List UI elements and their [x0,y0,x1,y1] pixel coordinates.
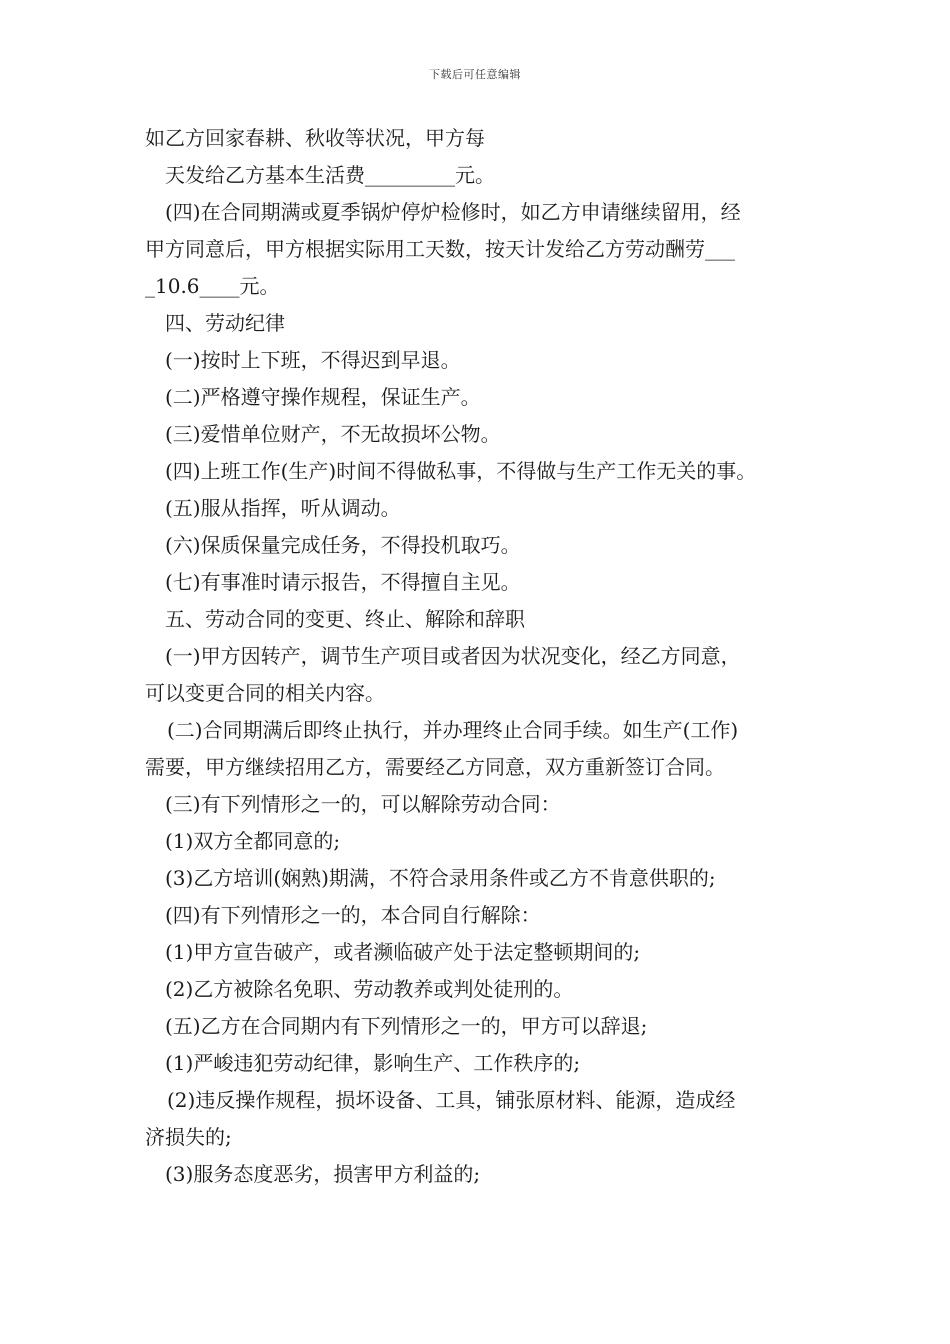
text-line: (四)在合同期满或夏季锅炉停炉检修时，如乙方申请继续留用，经 [165,200,741,224]
text-line: _10.6____元。 [145,274,280,298]
text-line: 四、劳动纪律 [165,311,285,335]
text-line: (四)有下列情形之一的，本合同自行解除： [165,903,541,927]
text-line: (二)合同期满后即终止执行，并办理终止合同手续。如生产(工作) [167,718,739,742]
text-line: (1)双方全都同意的; [165,829,341,853]
text-line: (三)爱惜单位财产，不无故损坏公物。 [165,422,501,446]
text-line: 需要，甲方继续招用乙方，需要经乙方同意，双方重新签订合同。 [145,755,725,779]
text-line: (二)严格遵守操作规程，保证生产。 [165,385,481,409]
text-line: (六)保质保量完成任务，不得投机取巧。 [165,533,521,557]
text-line: (一)甲方因转产，调节生产项目或者因为状况变化，经乙方同意， [165,644,741,668]
text-line: (五)乙方在合同期内有下列情形之一的，甲方可以辞退; [165,1014,648,1038]
text-line: (1)甲方宣告破产，或者濒临破产处于法定整顿期间的; [165,940,641,964]
text-line: (七)有事准时请示报告，不得擅自主见。 [165,570,521,594]
text-line: (3)服务态度恶劣，损害甲方利益的; [165,1162,481,1186]
text-line: (2)乙方被除名免职、劳动教养或判处徒刑的。 [165,977,574,1001]
text-line: 如乙方回家春耕、秋收等状况，甲方每 [145,126,485,150]
text-line: (2)违反操作规程，损坏设备、工具，铺张原材料、能源，造成经 [167,1088,736,1112]
text-line: (五)服从指挥，听从调动。 [165,496,401,520]
text-line: 济损失的; [145,1125,232,1149]
text-line: (四)上班工作(生产)时间不得做私事，不得做与生产工作无关的事。 [165,459,757,483]
text-line: 天发给乙方基本生活费_________元。 [165,163,495,187]
text-line: 可以变更合同的相关内容。 [145,681,385,705]
text-line: (1)严峻违犯劳动纪律，影响生产、工作秩序的; [165,1051,581,1075]
text-line: (3)乙方培训(娴熟)期满，不符合录用条件或乙方不肯意供职的; [165,866,716,890]
page-header: 下载后可任意编辑 [429,68,521,81]
text-line: (三)有下列情形之一的，可以解除劳动合同： [165,792,561,816]
text-line: 五、劳动合同的变更、终止、解除和辞职 [165,607,525,631]
text-line: 甲方同意后，甲方根据实际用工天数，按天计发给乙方劳动酬劳___ [145,237,735,261]
document-body [145,120,810,1193]
text-line: (一)按时上下班，不得迟到早退。 [165,348,461,372]
